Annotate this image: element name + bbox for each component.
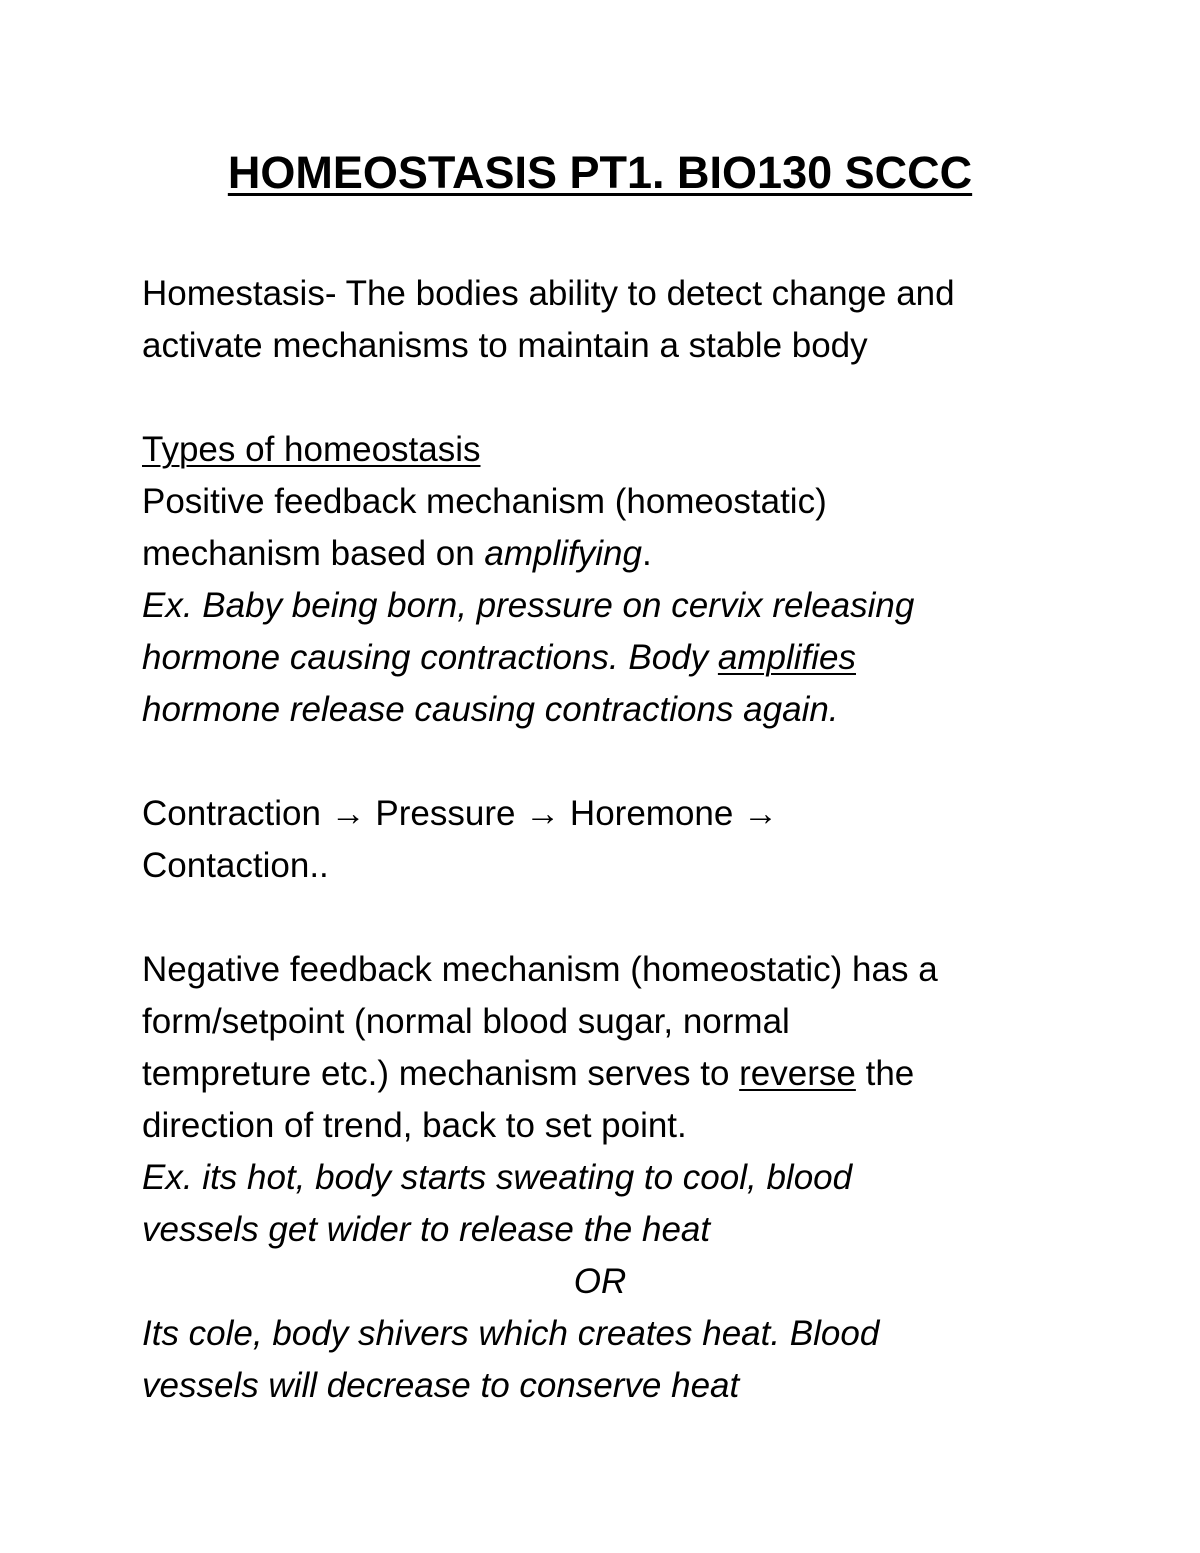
paragraph-gap bbox=[142, 892, 1102, 944]
positive-emphasis: amplifying bbox=[484, 534, 642, 573]
negative-example-2-line-1: Its cole, body shivers which creates heat. Blood bbox=[142, 1314, 880, 1353]
negative-underlined: reverse bbox=[739, 1054, 856, 1093]
positive-example-line-2 bbox=[142, 632, 1102, 684]
negative-example-1-line-2: vessels get wider to release the heat bbox=[142, 1210, 711, 1249]
negative-example-1-line-1: Ex. its hot, body starts sweating to cool, blood bbox=[142, 1158, 853, 1197]
negative-line-2: form/setpoint (normal blood sugar, normal bbox=[142, 1002, 790, 1041]
positive-line-1: Positive feedback mechanism (homeostatic) bbox=[142, 482, 827, 521]
positive-line-2-suffix: . bbox=[642, 534, 652, 573]
negative-line-3-suffix: the bbox=[855, 1054, 915, 1093]
paragraph-gap bbox=[142, 372, 1102, 424]
types-heading bbox=[142, 424, 1102, 476]
definition-line-2: activate mechanisms to maintain a stable body bbox=[142, 326, 868, 365]
positive-example-line-3: hormone release causing contractions again. bbox=[142, 690, 839, 729]
paragraph-gap bbox=[142, 736, 1102, 788]
negative-line-4: direction of trend, back to set point. bbox=[142, 1106, 687, 1145]
cycle-line-1: Contraction → Pressure → Horemone → bbox=[142, 794, 779, 833]
positive-example-line-1: Ex. Baby being born, pressure on cervix releasing bbox=[142, 586, 915, 625]
positive-example-line-2-prefix: hormone causing contractions. Body bbox=[142, 638, 718, 677]
negative-line-3 bbox=[142, 1048, 1102, 1100]
document-title: HOMEOSTASIS PT1. BIO130 SCCC bbox=[227, 147, 973, 198]
definition-line-1: Homestasis- The bodies ability to detect change and bbox=[142, 274, 955, 313]
positive-line-2-prefix: mechanism based on bbox=[142, 534, 485, 573]
positive-example-underlined: amplifies bbox=[717, 638, 856, 677]
positive-line-2 bbox=[142, 528, 1102, 580]
negative-example-2-line-2: vessels will decrease to conserve heat bbox=[142, 1366, 740, 1405]
types-heading-text: Types of homeostasis bbox=[142, 430, 481, 469]
document-body bbox=[142, 268, 1102, 1412]
negative-line-3-prefix: tempreture etc.) mechanism serves to bbox=[142, 1054, 740, 1093]
cycle-line-2: Contaction.. bbox=[142, 846, 329, 885]
negative-line-1: Negative feedback mechanism (homeostatic) has a bbox=[142, 950, 938, 989]
or-separator: OR bbox=[573, 1262, 627, 1301]
